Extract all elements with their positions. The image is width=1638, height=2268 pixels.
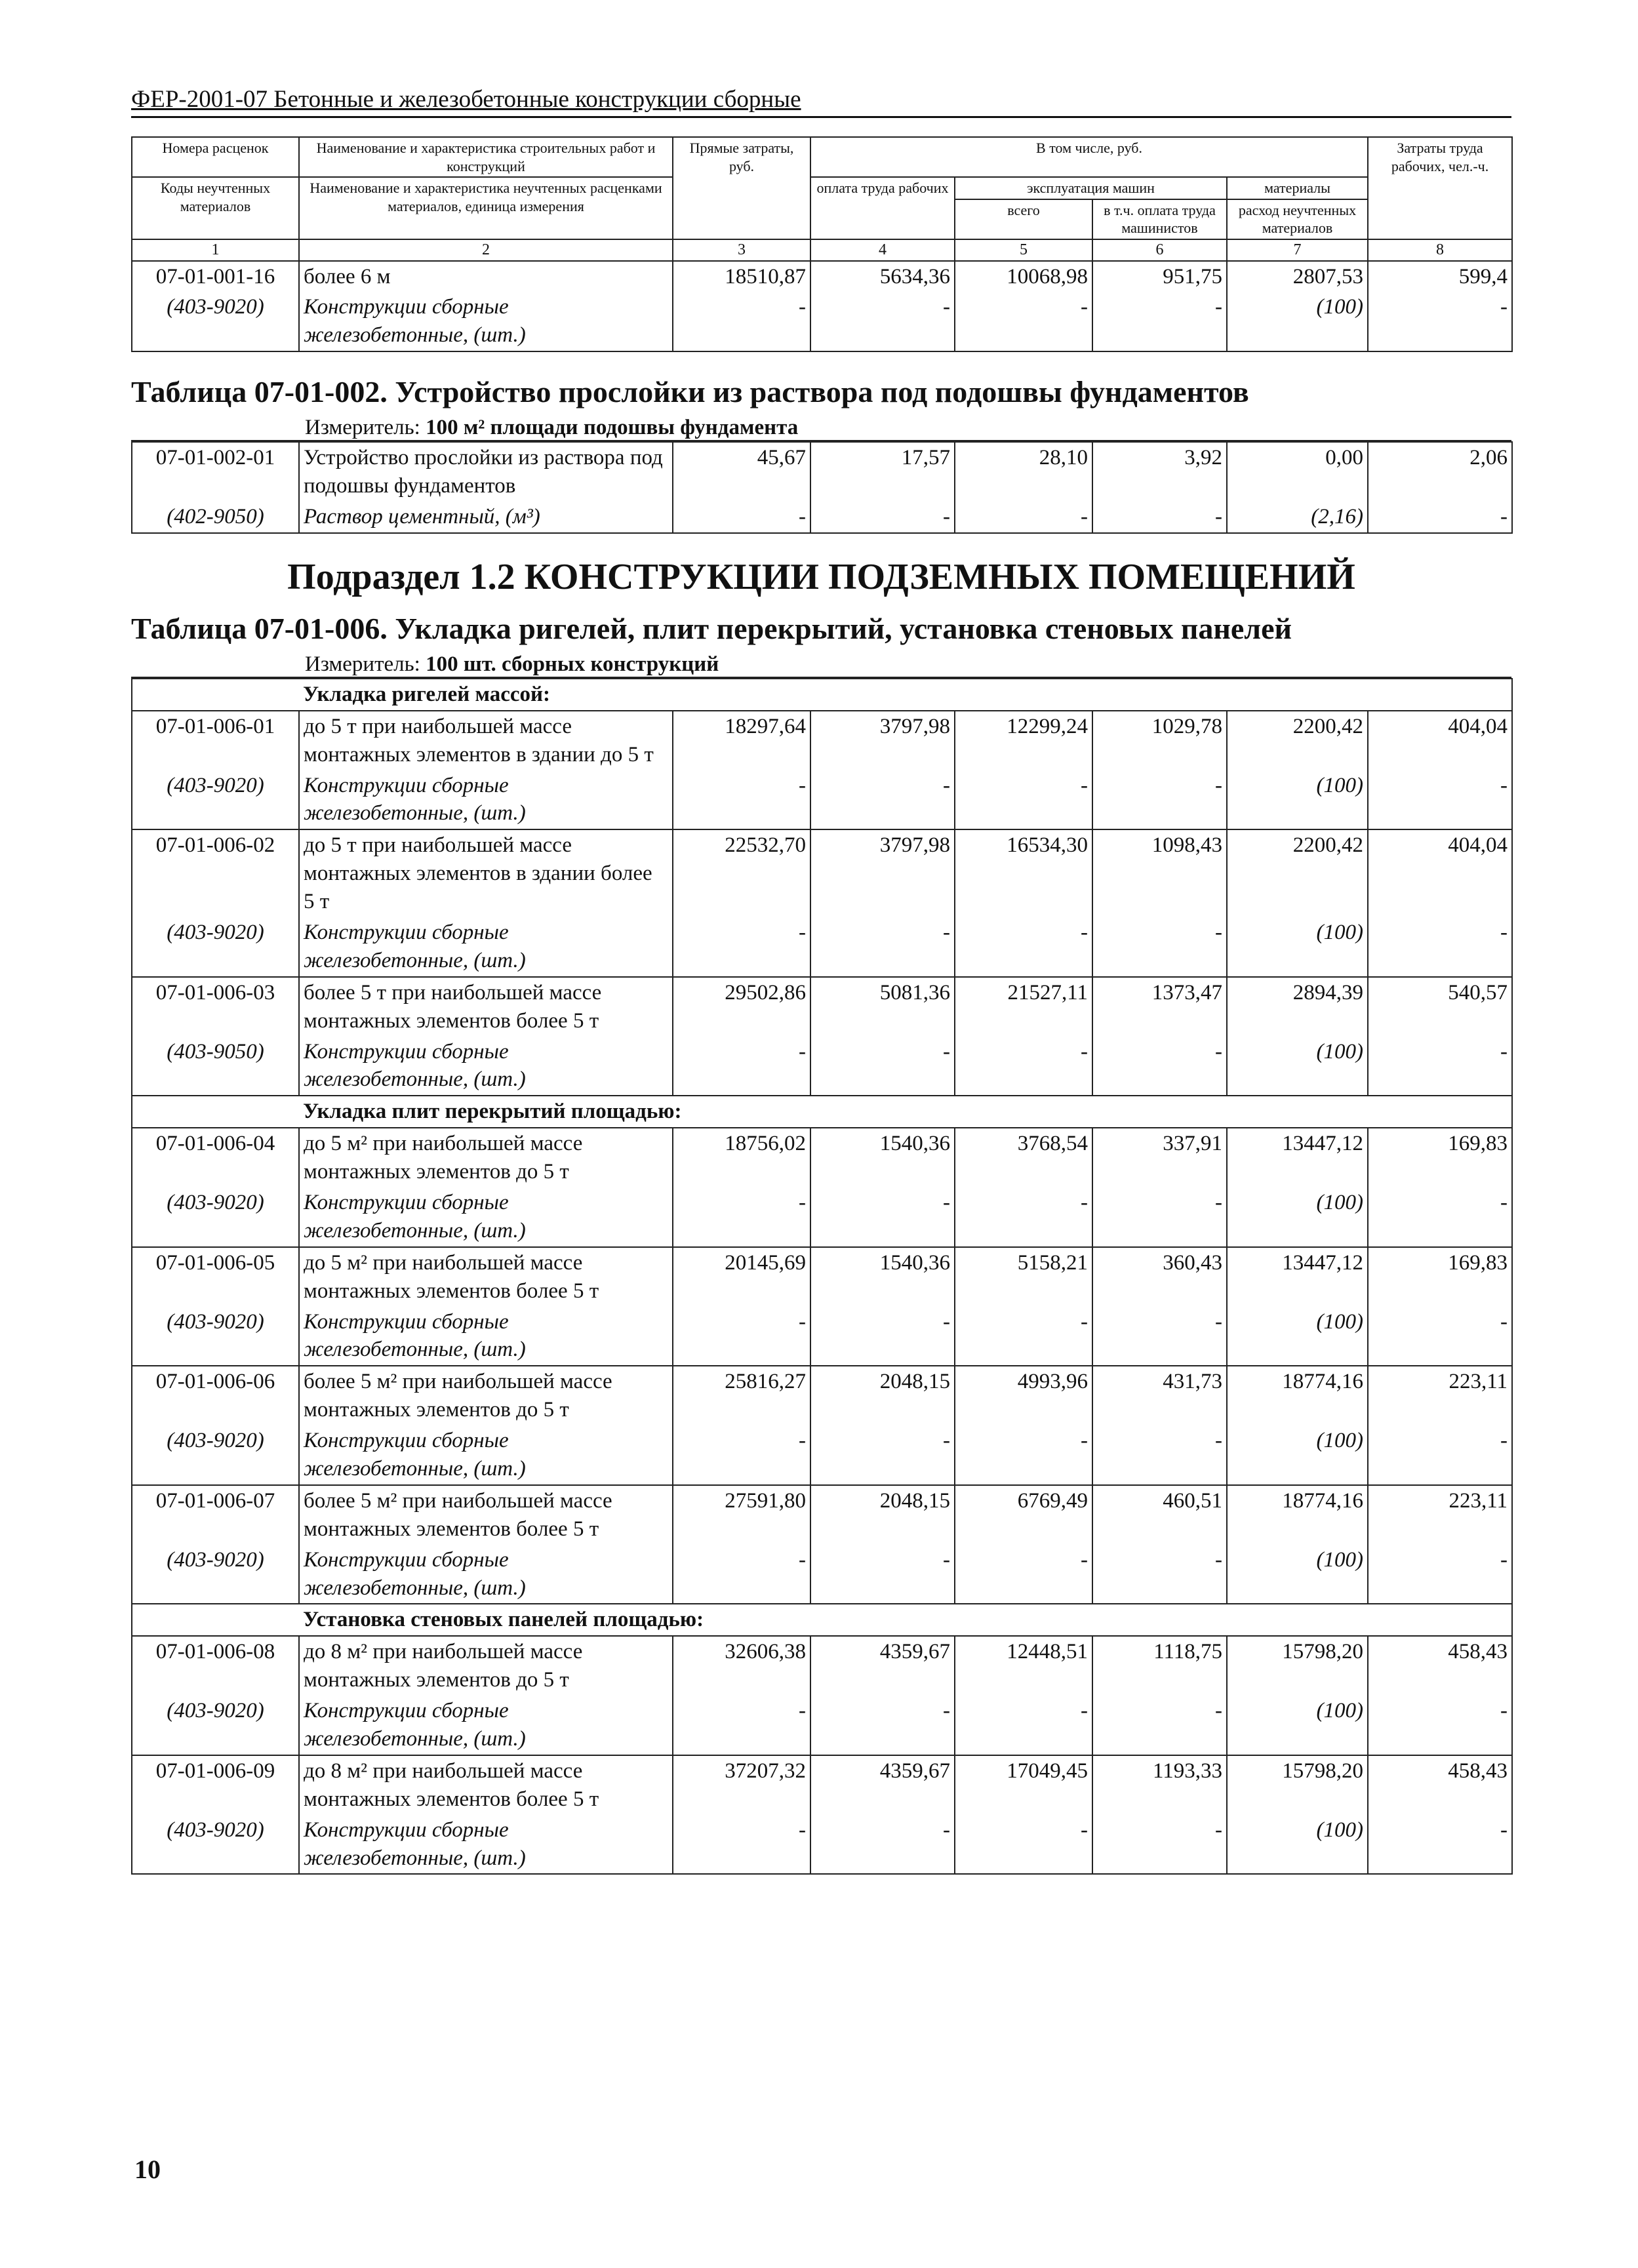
material-value: - xyxy=(1092,1425,1227,1485)
table6-measure: Измеритель: 100 шт. сборных конструкций xyxy=(131,652,1511,678)
rate-value: 1540,36 xyxy=(810,1128,955,1187)
material-code: (403-9020) xyxy=(132,1425,299,1485)
rate-name: до 5 м² при наибольшей массе монтажных элементов более 5 т xyxy=(299,1247,673,1307)
material-value: (100) xyxy=(1227,1037,1368,1096)
rate-name: до 8 м² при наибольшей массе монтажных элементов более 5 т xyxy=(299,1755,673,1815)
rate-value: 951,75 xyxy=(1092,261,1227,292)
material-code: (403-9020) xyxy=(132,1545,299,1604)
material-value: - xyxy=(673,1037,810,1096)
subtitle-row xyxy=(132,1096,1512,1128)
material-value: (100) xyxy=(1227,1187,1368,1247)
col-name-bottom: Наименование и характеристика неучтенных расценками материалов, единица измерения xyxy=(299,177,673,239)
col-num: 3 xyxy=(673,239,810,261)
rates-table-header xyxy=(131,136,1513,352)
rate-value: 1029,78 xyxy=(1092,711,1227,770)
material-value: - xyxy=(673,1696,810,1755)
rate-value: 3,92 xyxy=(1092,442,1227,502)
rate-value: 337,91 xyxy=(1092,1128,1227,1187)
rate-value: 22532,70 xyxy=(673,829,810,917)
material-value: - xyxy=(1092,770,1227,830)
rate-value: 460,51 xyxy=(1092,1485,1227,1545)
col-num: 6 xyxy=(1092,239,1227,261)
material-code: (403-9020) xyxy=(132,1187,299,1247)
col-direct: Прямые затраты, руб. xyxy=(673,137,810,239)
material-value: - xyxy=(955,1696,1092,1755)
rate-value: 4359,67 xyxy=(810,1755,955,1815)
rate-name: до 5 т при наибольшей массе монтажных элементов в здании более 5 т xyxy=(299,829,673,917)
col-incl: В том числе, руб. xyxy=(810,137,1368,177)
material-name: Конструкции сборные железобетонные, (шт.) xyxy=(299,1037,673,1096)
material-value: - xyxy=(955,1425,1092,1485)
material-value: (100) xyxy=(1227,770,1368,830)
rate-value: 458,43 xyxy=(1368,1755,1512,1815)
material-code: (403-9020) xyxy=(132,292,299,351)
rate-value: 431,73 xyxy=(1092,1366,1227,1425)
material-code: (403-9020) xyxy=(132,1815,299,1875)
rate-value: 2,06 xyxy=(1368,442,1512,502)
table-row xyxy=(132,829,1512,917)
rate-value: 223,11 xyxy=(1368,1366,1512,1425)
material-value: - xyxy=(1368,770,1512,830)
group-subtitle: Установка стеновых панелей площадью: xyxy=(299,1604,1512,1636)
material-value: - xyxy=(955,770,1092,830)
rate-code: 07-01-006-06 xyxy=(132,1366,299,1425)
material-value: - xyxy=(1092,917,1227,977)
material-value: - xyxy=(810,1815,955,1875)
material-value: - xyxy=(1368,1037,1512,1096)
section-title: Подраздел 1.2 КОНСТРУКЦИИ ПОДЗЕМНЫХ ПОМЕЩЕНИЙ xyxy=(287,556,1355,597)
table-row xyxy=(132,1485,1512,1545)
rate-value: 3797,98 xyxy=(810,711,955,770)
material-value: - xyxy=(673,1425,810,1485)
page xyxy=(131,85,1511,1875)
rate-value: 25816,27 xyxy=(673,1366,810,1425)
rate-value: 2807,53 xyxy=(1227,261,1368,292)
material-value: (2,16) xyxy=(1227,502,1368,533)
table2 xyxy=(131,441,1513,534)
material-value: - xyxy=(955,292,1092,351)
subtitle-spacer xyxy=(132,1604,299,1636)
rate-value: 45,67 xyxy=(673,442,810,502)
material-row xyxy=(132,1425,1512,1485)
material-name: Конструкции сборные железобетонные, (шт.) xyxy=(299,1307,673,1366)
rate-value: 2200,42 xyxy=(1227,829,1368,917)
rate-value: 37207,32 xyxy=(673,1755,810,1815)
material-code: (403-9050) xyxy=(132,1037,299,1096)
col-materials: материалы xyxy=(1227,177,1368,199)
table-row xyxy=(132,1636,1512,1696)
rate-value: 4359,67 xyxy=(810,1636,955,1696)
col-num: 1 xyxy=(132,239,299,261)
rate-value: 15798,20 xyxy=(1227,1755,1368,1815)
rate-value: 18510,87 xyxy=(673,261,810,292)
rate-value: 0,00 xyxy=(1227,442,1368,502)
material-value: - xyxy=(955,1545,1092,1604)
rate-code: 07-01-006-01 xyxy=(132,711,299,770)
col-codes-bottom: Коды неучтенных материалов xyxy=(132,177,299,239)
material-value: - xyxy=(955,502,1092,533)
rate-name: более 5 м² при наибольшей массе монтажных элементов более 5 т xyxy=(299,1485,673,1545)
subtitle-row xyxy=(132,1604,1512,1636)
table-row xyxy=(132,1755,1512,1815)
material-value: - xyxy=(673,1545,810,1604)
rate-value: 169,83 xyxy=(1368,1128,1512,1187)
rate-value: 5634,36 xyxy=(810,261,955,292)
material-value: - xyxy=(1092,292,1227,351)
group-subtitle: Укладка плит перекрытий площадью: xyxy=(299,1096,1512,1128)
col-machines: эксплуатация машин xyxy=(955,177,1227,199)
rate-value: 1118,75 xyxy=(1092,1636,1227,1696)
subtitle-row xyxy=(132,679,1512,711)
material-row xyxy=(132,1696,1512,1755)
rate-value: 1373,47 xyxy=(1092,977,1227,1037)
rate-code: 07-01-006-07 xyxy=(132,1485,299,1545)
rate-name: более 5 м² при наибольшей массе монтажных элементов до 5 т xyxy=(299,1366,673,1425)
rate-value: 5081,36 xyxy=(810,977,955,1037)
rate-name: до 5 т при наибольшей массе монтажных элементов в здании до 5 т xyxy=(299,711,673,770)
rate-name: до 5 м² при наибольшей массе монтажных элементов до 5 т xyxy=(299,1128,673,1187)
col-materials-use: расход неучтенных материалов xyxy=(1227,199,1368,239)
rate-value: 12299,24 xyxy=(955,711,1092,770)
material-value: - xyxy=(673,1187,810,1247)
rate-value: 1193,33 xyxy=(1092,1755,1227,1815)
table2-title: Таблица 07-01-002. Устройство прослойки из раствора под подошвы фундаментов xyxy=(131,375,1249,409)
rate-value: 13447,12 xyxy=(1227,1247,1368,1307)
material-value: - xyxy=(1368,1815,1512,1875)
table6 xyxy=(131,678,1513,1875)
material-value: - xyxy=(810,1425,955,1485)
rate-code: 07-01-006-09 xyxy=(132,1755,299,1815)
col-machinists: в т.ч. оплата труда машинистов xyxy=(1092,199,1227,239)
rate-value: 28,10 xyxy=(955,442,1092,502)
rate-value: 5158,21 xyxy=(955,1247,1092,1307)
material-row xyxy=(132,502,1512,533)
rate-value: 540,57 xyxy=(1368,977,1512,1037)
material-value: - xyxy=(1092,1187,1227,1247)
material-name: Конструкции сборные железобетонные, (шт.) xyxy=(299,1425,673,1485)
rate-value: 17,57 xyxy=(810,442,955,502)
material-value: - xyxy=(673,1307,810,1366)
rate-value: 169,83 xyxy=(1368,1247,1512,1307)
material-row xyxy=(132,1307,1512,1366)
rate-name: более 6 м xyxy=(299,261,673,292)
material-row xyxy=(132,1815,1512,1875)
running-header: ФЕР-2001-07 Бетонные и железобетонные конструкции сборные xyxy=(131,85,1511,118)
table-row xyxy=(132,1366,1512,1425)
material-value: - xyxy=(810,502,955,533)
material-value: - xyxy=(955,1307,1092,1366)
material-value: - xyxy=(810,1307,955,1366)
rate-value: 458,43 xyxy=(1368,1636,1512,1696)
col-num: 2 xyxy=(299,239,673,261)
col-num: 8 xyxy=(1368,239,1512,261)
rate-value: 223,11 xyxy=(1368,1485,1512,1545)
material-value: (100) xyxy=(1227,1696,1368,1755)
material-name: Конструкции сборные железобетонные, (шт.) xyxy=(299,1696,673,1755)
rate-value: 29502,86 xyxy=(673,977,810,1037)
rate-value: 18774,16 xyxy=(1227,1366,1368,1425)
rate-value: 32606,38 xyxy=(673,1636,810,1696)
table6-title: Таблица 07-01-006. Укладка ригелей, плит перекрытий, установка стеновых панелей xyxy=(131,611,1292,645)
material-value: - xyxy=(810,1696,955,1755)
material-name: Конструкции сборные железобетонные, (шт.) xyxy=(299,1815,673,1875)
material-code: (403-9020) xyxy=(132,770,299,830)
material-value: - xyxy=(955,1187,1092,1247)
material-value: (100) xyxy=(1227,1815,1368,1875)
rate-code: 07-01-006-02 xyxy=(132,829,299,917)
table-row xyxy=(132,977,1512,1037)
rate-value: 599,4 xyxy=(1368,261,1512,292)
material-value: - xyxy=(673,917,810,977)
rate-value: 15798,20 xyxy=(1227,1636,1368,1696)
material-value: (100) xyxy=(1227,1307,1368,1366)
rate-value: 17049,45 xyxy=(955,1755,1092,1815)
rate-value: 18774,16 xyxy=(1227,1485,1368,1545)
rate-value: 404,04 xyxy=(1368,711,1512,770)
material-value: - xyxy=(955,917,1092,977)
material-value: - xyxy=(673,502,810,533)
rate-value: 12448,51 xyxy=(955,1636,1092,1696)
material-value: - xyxy=(1368,1545,1512,1604)
rate-name: Устройство прослойки из раствора под подошвы фундаментов xyxy=(299,442,673,502)
col-machines-total: всего xyxy=(955,199,1092,239)
material-value: - xyxy=(1368,502,1512,533)
material-value: - xyxy=(955,1037,1092,1096)
rate-value: 18297,64 xyxy=(673,711,810,770)
rate-value: 1098,43 xyxy=(1092,829,1227,917)
material-value: - xyxy=(810,292,955,351)
rate-value: 404,04 xyxy=(1368,829,1512,917)
material-code: (403-9020) xyxy=(132,1307,299,1366)
rate-code: 07-01-006-05 xyxy=(132,1247,299,1307)
table-row xyxy=(132,442,1512,502)
material-name: Конструкции сборные железобетонные, (шт.) xyxy=(299,1187,673,1247)
rate-value: 3768,54 xyxy=(955,1128,1092,1187)
rate-value: 360,43 xyxy=(1092,1247,1227,1307)
rate-value: 16534,30 xyxy=(955,829,1092,917)
rate-value: 27591,80 xyxy=(673,1485,810,1545)
rate-code: 07-01-006-04 xyxy=(132,1128,299,1187)
group-subtitle: Укладка ригелей массой: xyxy=(299,679,1512,711)
col-num: 7 xyxy=(1227,239,1368,261)
rate-code: 07-01-002-01 xyxy=(132,442,299,502)
col-num: 4 xyxy=(810,239,955,261)
material-row xyxy=(132,917,1512,977)
material-value: - xyxy=(1368,1307,1512,1366)
material-value: - xyxy=(1092,502,1227,533)
material-value: (100) xyxy=(1227,292,1368,351)
rate-value: 6769,49 xyxy=(955,1485,1092,1545)
subtitle-spacer xyxy=(132,1096,299,1128)
material-row xyxy=(132,292,1512,351)
material-name: Конструкции сборные железобетонные, (шт.) xyxy=(299,1545,673,1604)
rate-value: 2048,15 xyxy=(810,1366,955,1425)
material-value: - xyxy=(810,917,955,977)
rate-value: 18756,02 xyxy=(673,1128,810,1187)
col-num: 5 xyxy=(955,239,1092,261)
material-value: - xyxy=(1368,1187,1512,1247)
table-row xyxy=(132,1247,1512,1307)
col-codes-top: Номера расценок xyxy=(132,137,299,177)
material-value: - xyxy=(1092,1307,1227,1366)
col-labor: Затраты труда рабочих, чел.-ч. xyxy=(1368,137,1512,239)
material-row xyxy=(132,1037,1512,1096)
material-name: Конструкции сборные железобетонные, (шт.) xyxy=(299,292,673,351)
rate-value: 20145,69 xyxy=(673,1247,810,1307)
material-value: - xyxy=(810,1187,955,1247)
rate-code: 07-01-006-03 xyxy=(132,977,299,1037)
rate-name: до 8 м² при наибольшей массе монтажных элементов до 5 т xyxy=(299,1636,673,1696)
rate-name: более 5 т при наибольшей массе монтажных элементов более 5 т xyxy=(299,977,673,1037)
material-value: - xyxy=(810,1037,955,1096)
table-row xyxy=(132,261,1512,292)
material-value: - xyxy=(1092,1696,1227,1755)
material-value: (100) xyxy=(1227,1545,1368,1604)
material-value: - xyxy=(1368,917,1512,977)
rate-value: 4993,96 xyxy=(955,1366,1092,1425)
material-value: - xyxy=(1368,1425,1512,1485)
col-name-top: Наименование и характеристика строительных работ и конструкций xyxy=(299,137,673,177)
material-value: - xyxy=(810,770,955,830)
rate-value: 3797,98 xyxy=(810,829,955,917)
material-code: (403-9020) xyxy=(132,1696,299,1755)
table-row xyxy=(132,1128,1512,1187)
page-number: 10 xyxy=(134,2155,161,2184)
material-value: - xyxy=(1092,1815,1227,1875)
material-row xyxy=(132,1187,1512,1247)
material-name: Конструкции сборные железобетонные, (шт.) xyxy=(299,917,673,977)
rate-value: 2200,42 xyxy=(1227,711,1368,770)
rate-value: 10068,98 xyxy=(955,261,1092,292)
rate-code: 07-01-006-08 xyxy=(132,1636,299,1696)
material-code: (402-9050) xyxy=(132,502,299,533)
rate-code: 07-01-001-16 xyxy=(132,261,299,292)
material-value: - xyxy=(810,1545,955,1604)
material-value: - xyxy=(1092,1545,1227,1604)
table-row xyxy=(132,711,1512,770)
col-labor-pay: оплата труда рабочих xyxy=(810,177,955,239)
rate-value: 1540,36 xyxy=(810,1247,955,1307)
subtitle-spacer xyxy=(132,679,299,711)
material-row xyxy=(132,770,1512,830)
table2-measure: Измеритель: 100 м² площади подошвы фундамента xyxy=(131,416,1511,441)
material-value: (100) xyxy=(1227,917,1368,977)
material-value: (100) xyxy=(1227,1425,1368,1485)
material-code: (403-9020) xyxy=(132,917,299,977)
rate-value: 13447,12 xyxy=(1227,1128,1368,1187)
material-value: - xyxy=(1368,1696,1512,1755)
material-value: - xyxy=(955,1815,1092,1875)
material-value: - xyxy=(673,1815,810,1875)
material-name: Конструкции сборные железобетонные, (шт.) xyxy=(299,770,673,830)
material-name: Раствор цементный, (м³) xyxy=(299,502,673,533)
rate-value: 21527,11 xyxy=(955,977,1092,1037)
rate-value: 2048,15 xyxy=(810,1485,955,1545)
material-value: - xyxy=(1092,1037,1227,1096)
material-value: - xyxy=(673,770,810,830)
material-value: - xyxy=(1368,292,1512,351)
rate-value: 2894,39 xyxy=(1227,977,1368,1037)
material-row xyxy=(132,1545,1512,1604)
material-value: - xyxy=(673,292,810,351)
